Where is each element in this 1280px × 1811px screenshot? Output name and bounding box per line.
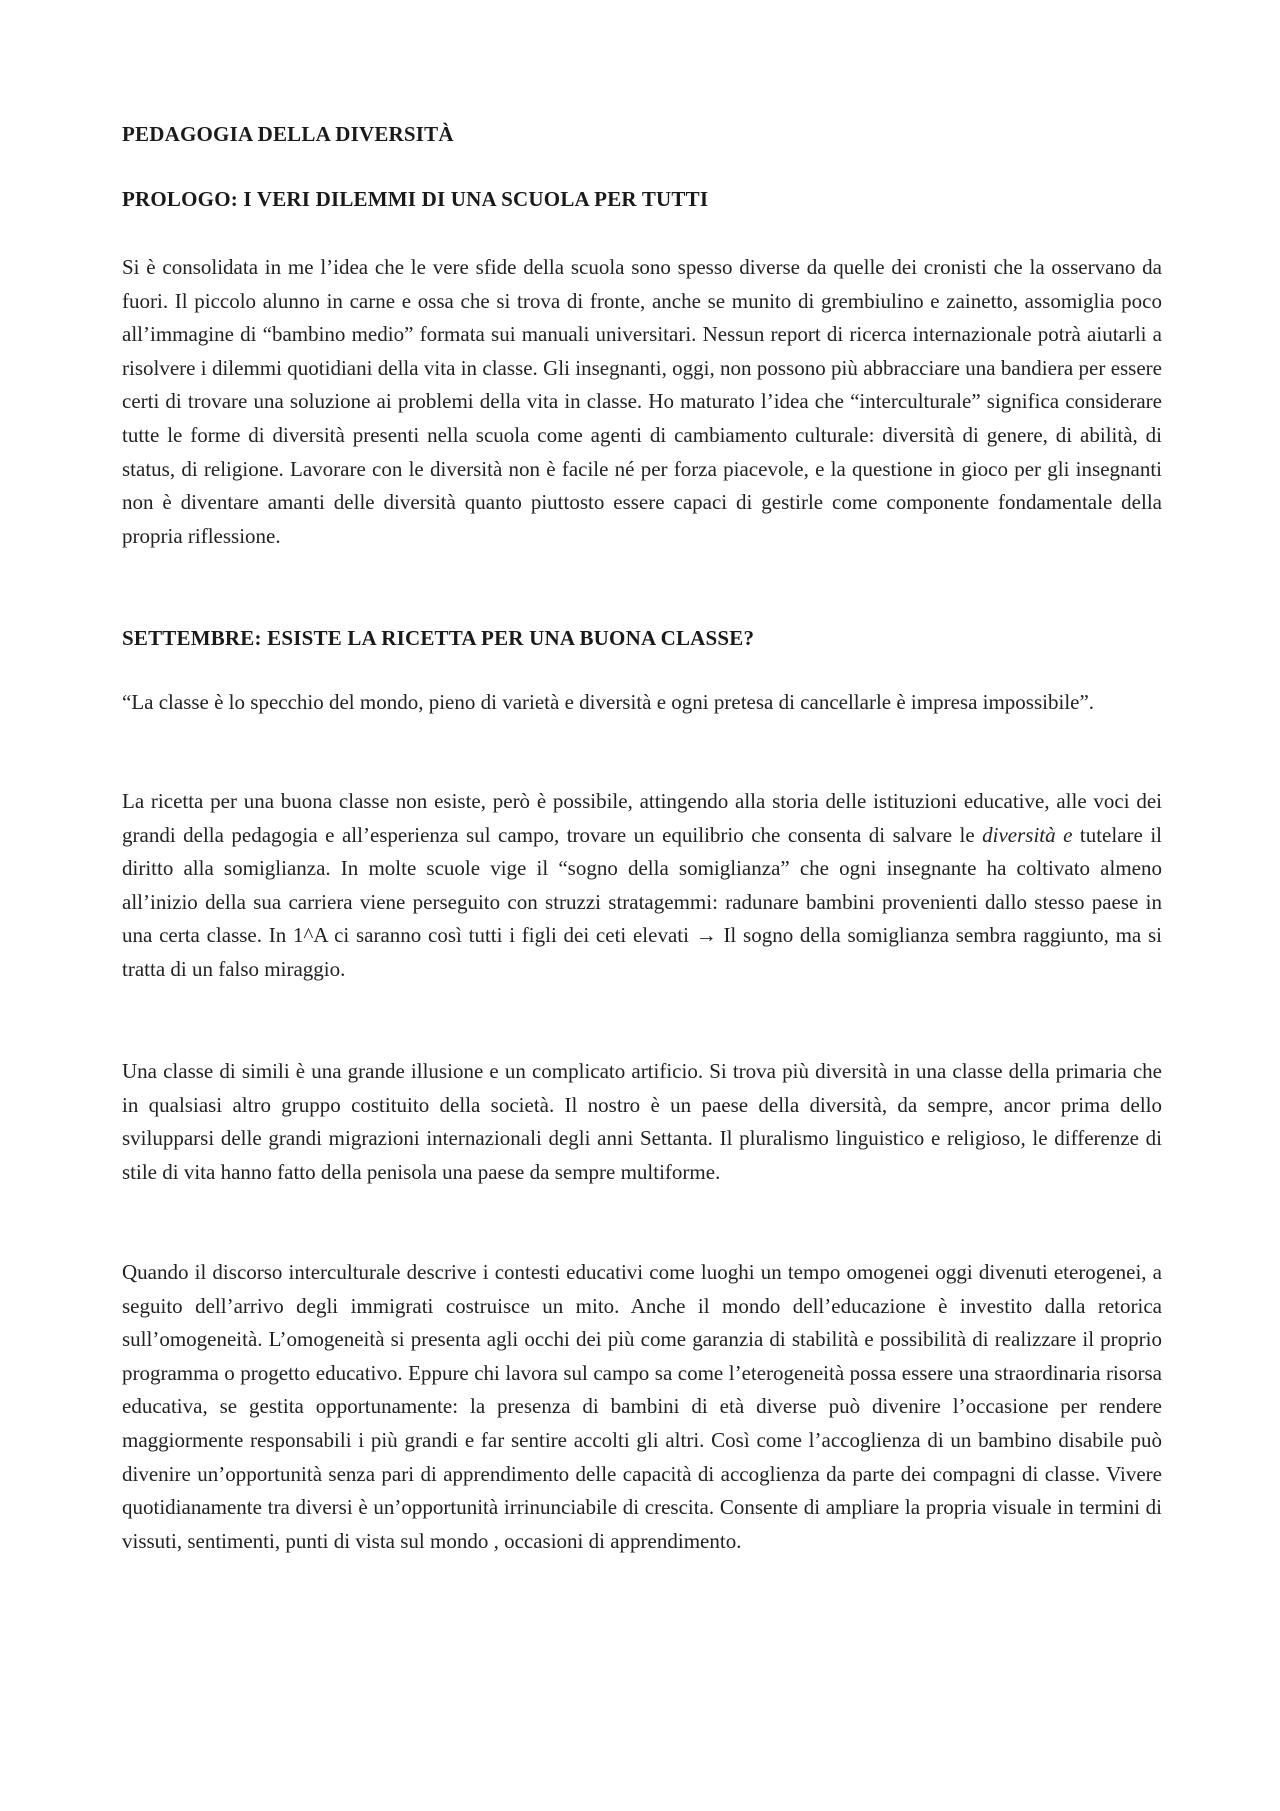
paragraph-quote xyxy=(122,686,1162,720)
paragraph-text: Si è consolidata in me l’idea che le vere sfide della scuola sono spesso diverse da quelle dei cronisti che la osservano da fuori. Il piccolo alunno in carne e ossa che si trova di fronte, anche se munito di grembiulino e zainetto, assomiglia poco all’immagine di “bambino medio” formata sui manuali universitari. Nessun report di ricerca internazionale potrà aiutarli a risolvere i dilemmi quotidiani della vita in classe. Gli insegnanti, oggi, non possono più abbracciare una bandiera per essere certi di trovare una soluzione ai problemi della vita in classe. Ho maturato l’idea che “interculturale” significa considerare tutte le forme di diversità presenti nella scuola come agenti di cambiamento culturale: diversità di genere, di abilità, di status, di religione. Lavorare con le diversità non è facile né per forza piacevole, e la questione in gioco per gli insegnanti non è diventare amanti delle diversità quanto piuttosto essere capaci di gestirle come componente fondamentale della propria riflessione. xyxy=(122,255,1162,548)
paragraph-text: Quando il discorso interculturale descrive i contesti educativi come luoghi un tempo omogenei oggi divenuti eterogenei, a seguito dell’arrivo degli immigrati costruisce un mito. Anche il mondo dell’educazione è investito dalla retorica sull’omogeneità. L’omogeneità si presenta agli occhi dei più come garanzia di stabilità e possibilità di realizzare il proprio programma o progetto educativo. Eppure chi lavora sul campo sa come l’eterogeneità possa essere una straordinaria risorsa educativa, se gestita opportunamente: la presenza di bambini di età diverse può divenire l’occasione per rendere maggiormente responsabili i più grandi e far sentire accolti gli altri. Così come l’accoglienza di un bambino disabile può divenire un’opportunità senza pari di apprendimento delle capacità di accoglienza da parte dei compagni di classe. Vivere quotidianamente tra diversi è un’opportunità irrinunciabile di crescita. Consente di ampliare la propria visuale in termini di vissuti, sentimenti, punti di vista sul mondo , occasioni di apprendimento. xyxy=(122,1260,1162,1553)
paragraph-illusione xyxy=(122,1055,1162,1189)
section-heading-settembre: SETTEMBRE: ESISTE LA RICETTA PER UNA BUONA CLASSE? xyxy=(122,626,755,650)
paragraph-text: Una classe di simili è una grande illusione e un complicato artificio. Si trova più diversità in una classe della primaria che in qualsiasi altro gruppo costituito della società. Il nostro è un paese della diversità, da sempre, ancor prima dello svilupparsi delle grandi migrazioni internazionali degli anni Settanta. Il pluralismo linguistico e religioso, le differenze di stile di vita hanno fatto della penisola una paese da sempre multiforme. xyxy=(122,1059,1162,1184)
document-title: PEDAGOGIA DELLA DIVERSITÀ xyxy=(122,122,454,146)
section-heading-prologo: PROLOGO: I VERI DILEMMI DI UNA SCUOLA PER TUTTI xyxy=(122,187,709,211)
paragraph-text xyxy=(122,785,1162,987)
paragraph-omogeneita xyxy=(122,1256,1162,1558)
paragraph-text-part: tutelare il diritto alla somiglianza. In molte scuole vige il “sogno della somiglianza” che ogni insegnante ha coltivato almeno all’inizio della sua carriera viene perseguito con struzzi stratagemmi: radunare bambini provenienti dallo stesso paese in una certa classe. In 1^A ci saranno così tutti i figli dei ceti elevati → Il sogno della somiglianza sembra raggiunto, ma si tratta di un falso miraggio. xyxy=(122,822,1162,981)
paragraph-text-part: La ricetta per una buona classe non esiste, però è possibile, attingendo alla storia delle istituzioni educative, alle voci dei grandi della pedagogia e all’esperienza sul campo, trovare un equilibrio che consenta di salvare le xyxy=(122,789,1162,847)
paragraph-prologo xyxy=(122,251,1162,553)
paragraph-ricetta xyxy=(122,785,1162,987)
paragraph-text: “La classe è lo specchio del mondo, pieno di varietà e diversità e ogni pretesa di cancellarle è impresa impossibile”. xyxy=(122,690,1095,714)
emphasized-text: diversità e xyxy=(982,822,1073,847)
